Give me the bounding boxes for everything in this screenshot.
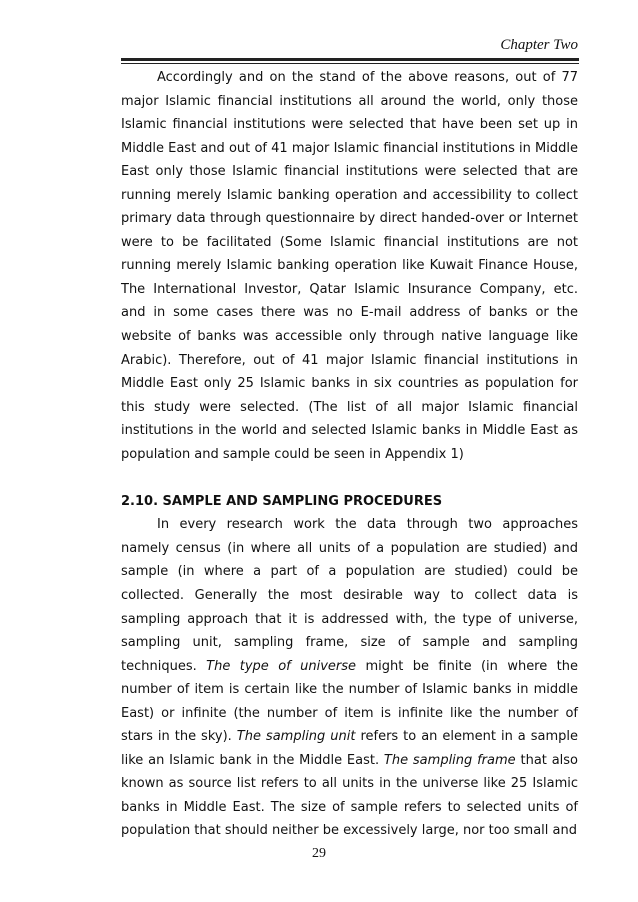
running-header: Chapter Two <box>500 37 578 53</box>
term-sampling-frame: The sampling frame <box>383 752 516 768</box>
header-rule-thin <box>121 63 579 64</box>
term-sampling-unit: The sampling unit <box>236 729 356 745</box>
paragraph-text: In every research work the data through two approaches namely census (in where all units of a population are studied) and sample (in where a part of a population are studied) could be collected. Generally the most desirable way to collect data is sampling approach that it is addressed with, the type of universe, sampling unit, sampling frame, size of sample and sampling techniques. <box>121 517 578 674</box>
paragraph-text: might be finite (in where the number of item is certain like the number of Islamic banks in middle East) or infinite (the number of item is infinite like the number of stars in the sky). <box>121 658 578 745</box>
paragraph-text: refers to an element in a sample like an Islamic bank in the Middle East. <box>121 729 578 768</box>
header-rule-thick <box>121 58 579 61</box>
paragraph-population: Accordingly and on the stand of the above reasons, out of 77 major Islamic financial institutions all around the world, only those Islamic financial institutions were selected that have been set up in Middle East and out of 41 major Islamic financial institutions in Middle East only those Islamic financial institutions were selected that are running merely Islamic banking operation and accessibility to collect primary data through questionnaire by direct handed-over or Internet were to be facilitated (Some Islamic financial institutions are not running merely Islamic banking operation like Kuwait Finance House, The International Investor, Qatar Islamic Insurance Company, etc. and in some cases there was no E-mail address of banks or the website of banks was accessible only through native language like Arabic). Therefore, out of 41 major Islamic financial institutions in Middle East only 25 Islamic banks in six countries as population for this study were selected. (The list of all major Islamic financial institutions in the world and selected Islamic banks in Middle East as population and sample could be seen in Appendix 1) <box>121 70 578 462</box>
page-number: 29 <box>312 846 326 861</box>
term-type-of-universe: The type of universe <box>206 658 357 674</box>
paragraph-sampling <box>121 513 578 843</box>
section-heading: 2.10. SAMPLE AND SAMPLING PROCEDURES <box>121 493 443 509</box>
paragraph-text: that also known as source list refers to all units in the universe like 25 Islamic banks in Middle East. The size of sample refers to selected units of population that should neither be excessively large, nor too small and <box>121 752 579 839</box>
page-body <box>121 66 578 843</box>
